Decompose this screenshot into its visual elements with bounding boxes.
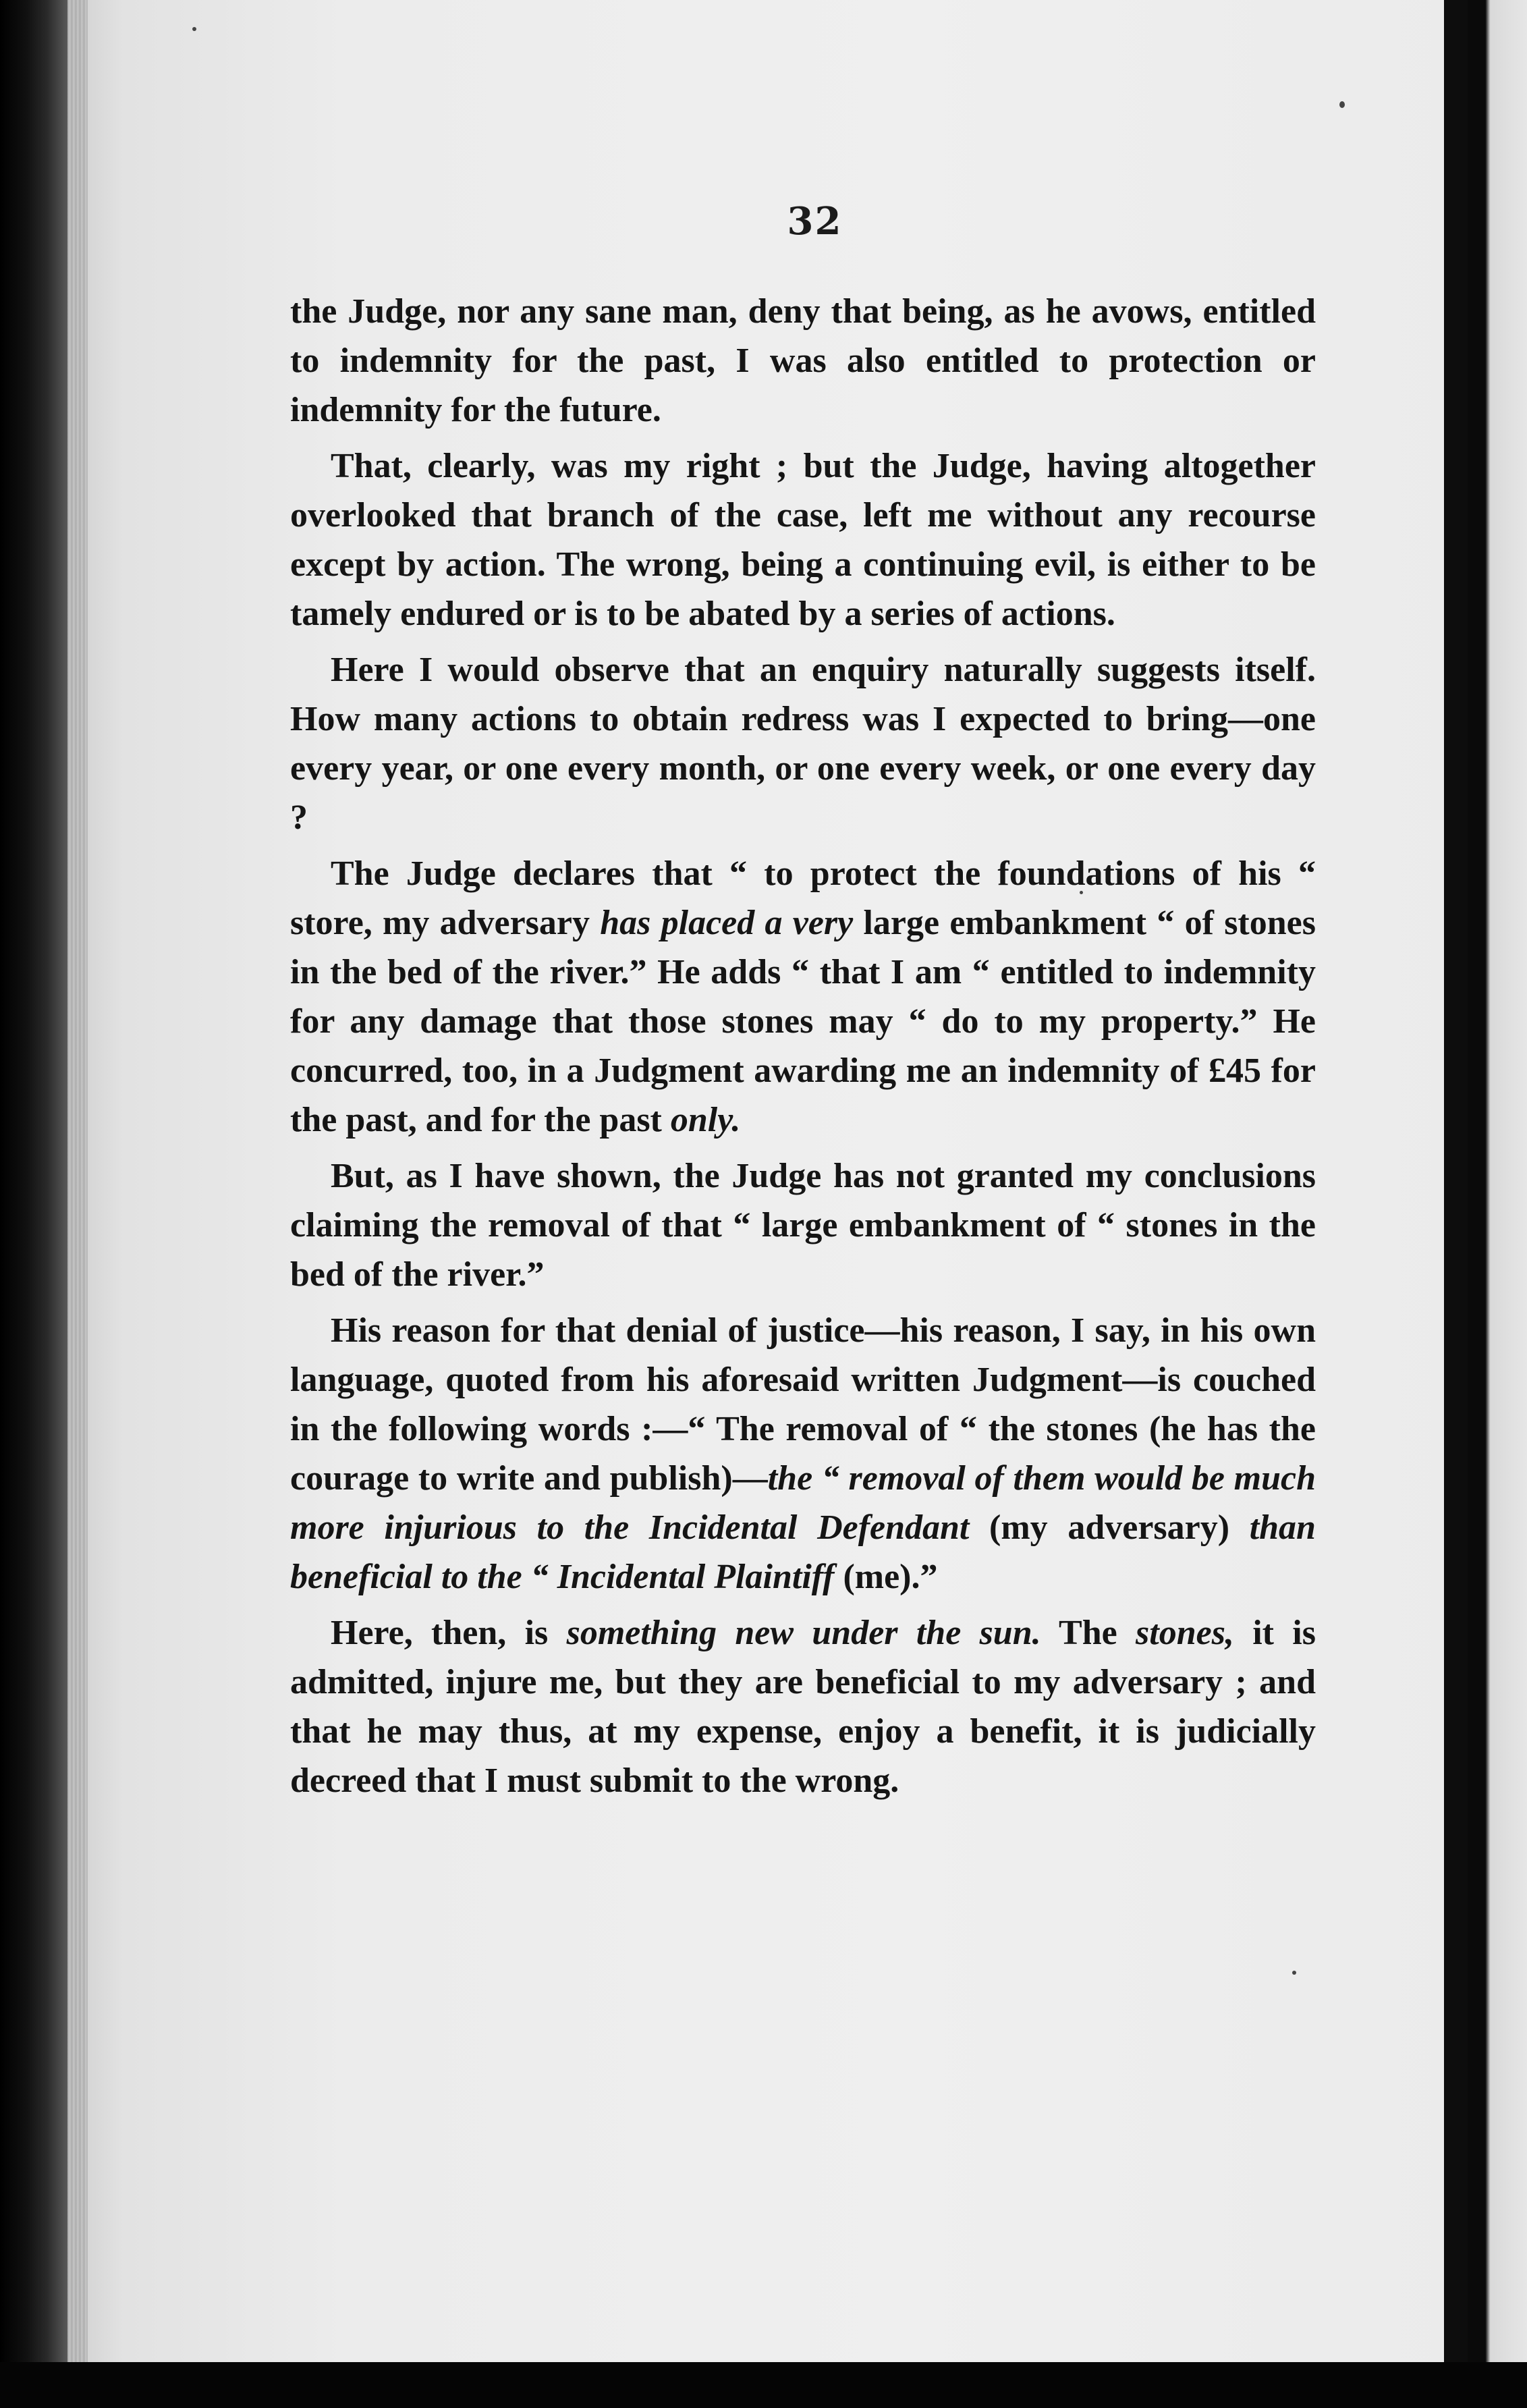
paragraph <box>290 287 1316 435</box>
book-spine-shadow <box>0 0 67 2408</box>
ink-speck <box>1339 101 1345 108</box>
text-run: the Judge, nor any sane man, deny that being, as he avows, entitled to indemnity for the past, I was also entitled to protection or indemnity for the future. <box>290 292 1316 429</box>
italic-text: than beneficial to the “ Incidental Plaintiff <box>290 1508 1316 1596</box>
text-run: His reason for that denial of justice—his reason, I say, in his own language, quoted from his aforesaid written Judgment—is couched in the following words :—“ The removal of “ the stones (he has the courage to write and publish)— <box>290 1311 1316 1498</box>
text-run: That, clearly, was my right ; but the Judge, having altogether overlooked that branch of the case, left me without any recourse except by action. The wrong, being a continuing evil, is either to be tamely endured or is to be abated by a series of actions. <box>290 447 1316 633</box>
italic-text: the “ removal of them would be much more injurious to the Incidental Defendant <box>290 1459 1316 1547</box>
text-run: The <box>1040 1614 1136 1652</box>
text-run: it is admitted, injure me, but they are beneficial to my adversary ; and that he may thus, at my expense, enjoy a benefit, it is judicially decreed that I must submit to the wrong. <box>290 1614 1316 1800</box>
paragraph <box>290 441 1316 638</box>
italic-text: only. <box>670 1101 741 1139</box>
paragraph <box>290 849 1316 1145</box>
adjacent-page-edge <box>1468 0 1527 2408</box>
text-run: Here, then, is <box>331 1614 567 1652</box>
italic-text: stones, <box>1136 1614 1234 1652</box>
ink-speck <box>1292 1971 1296 1975</box>
paragraph <box>290 1608 1316 1805</box>
text-run: (my adversary) <box>969 1508 1250 1547</box>
italic-text: has placed a very <box>600 904 854 942</box>
page-number: 32 <box>787 199 843 244</box>
text-run: The Judge declares that “ to protect the foundations of his “ store, my adversary <box>290 854 1316 942</box>
paragraph <box>290 1306 1316 1602</box>
text-run: But, as I have shown, the Judge has not granted my conclusions claiming the removal of that “ large embankment of “ stones in the bed of the river.” <box>290 1157 1316 1294</box>
page-edge-stack <box>67 0 88 2362</box>
text-run: Here I would observe that an enquiry naturally suggests itself. How many actions to obtain redress was I expected to bring—one every year, or one every month, or one every week, or one every day ? <box>290 651 1316 837</box>
bottom-margin-shadow <box>0 2362 1527 2408</box>
italic-text: something new under the sun. <box>566 1614 1041 1652</box>
text-run: large embankment “ of stones in the bed of the river.” He adds “ that I am “ entitled to indemnity for any damage that those stones may “ do to my property.” He concurred, too, in a Judgment awarding me an indemnity of £45 for the past, and for the past <box>290 904 1316 1139</box>
text-run: (me).” <box>834 1558 938 1596</box>
ink-speck <box>192 27 196 31</box>
paragraph <box>290 645 1316 842</box>
paragraph <box>290 1151 1316 1299</box>
body-text <box>290 287 1316 1812</box>
